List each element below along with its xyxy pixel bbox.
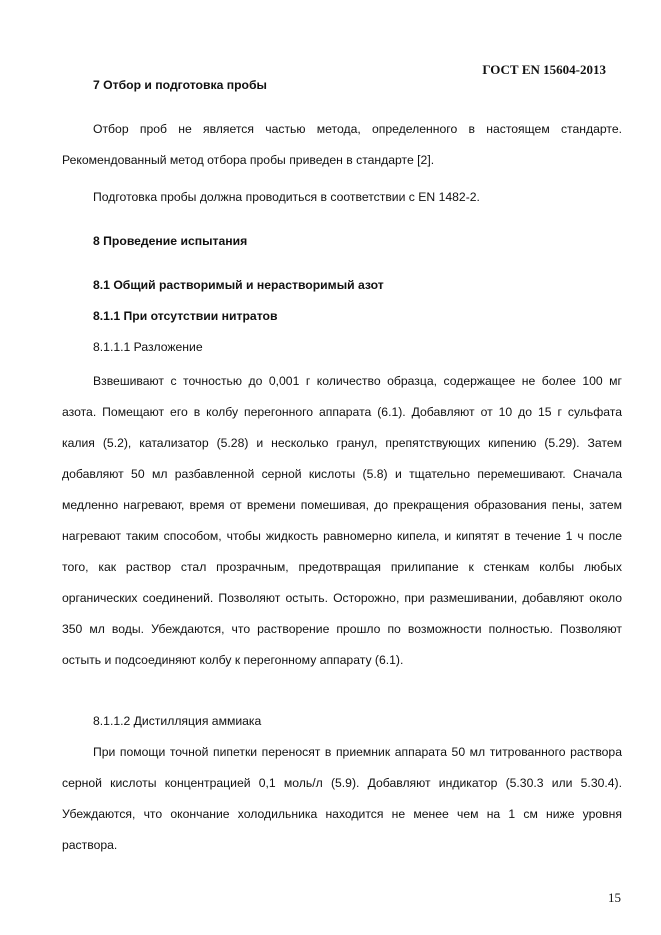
page-number: 15 [608, 890, 621, 905]
section-8-1-1-1-heading: 8.1.1.1 Разложение [93, 340, 203, 354]
section-8-1-1-1-text: Взвешивают с точностью до 0,001 г количество образца, содержащее не более 100 мг азота. Помещают его в колбу перегонного аппарата (6.1). Добавляют от 10 до 15 г сульфата калия (5.2), катализатор (5.28) и несколько гранул, препятствующих кипению (5.29). Затем добавляют 50 мл разбавленной серной кислоты (5.8) и тщательно перемешивают. Сначала медленно нагревают, время от времени помешивая, до прекращения образования пены, затем нагревают таким способом, чтобы жидкость равномерно кипела, и кипятят в течение 1 ч после того, как раствор стал прозрачным, предотвращая прилипание к стенкам колбы любых органических соединений. Позволяют остыть. Осторожно, при размешивании, добавляют около 350 мл воды. Убеждаются, что растворение прошло по возможности полностью. Позволяют остыть и подсоединяют колбу к перегонному аппарату (6.1). [62, 374, 622, 667]
document-code: ГОСТ EN 15604-2013 [482, 62, 606, 77]
section-8-1-1-2-text: При помощи точной пипетки переносят в приемник аппарата 50 мл титрованного раствора серной кислоты концентрацией 0,1 моль/л (5.9). Добавляют индикатор (5.30.3 или 5.30.4). Убеждаются, что окончание холодильника находится не менее чем на 1 см ниже уровня раствора. [62, 745, 622, 852]
section-8-1-heading: 8.1 Общий растворимый и нерастворимый азот [93, 278, 384, 292]
section-7-paragraph-2: Подготовка пробы должна проводиться в соответствии с EN 1482-2. [93, 190, 480, 204]
section-7-paragraph-1: Отбор проб не является частью метода, определенного в настоящем стандарте. Рекомендованный метод отбора пробы приведен в стандарте [2]. [62, 122, 622, 167]
section-7-heading: 7 Отбор и подготовка пробы [93, 78, 267, 92]
section-8-1-1-2-heading: 8.1.1.2 Дистилляция аммиака [93, 714, 262, 728]
section-8-1-1-heading: 8.1.1 При отсутствии нитратов [93, 309, 278, 323]
section-8-heading: 8 Проведение испытания [93, 234, 248, 248]
